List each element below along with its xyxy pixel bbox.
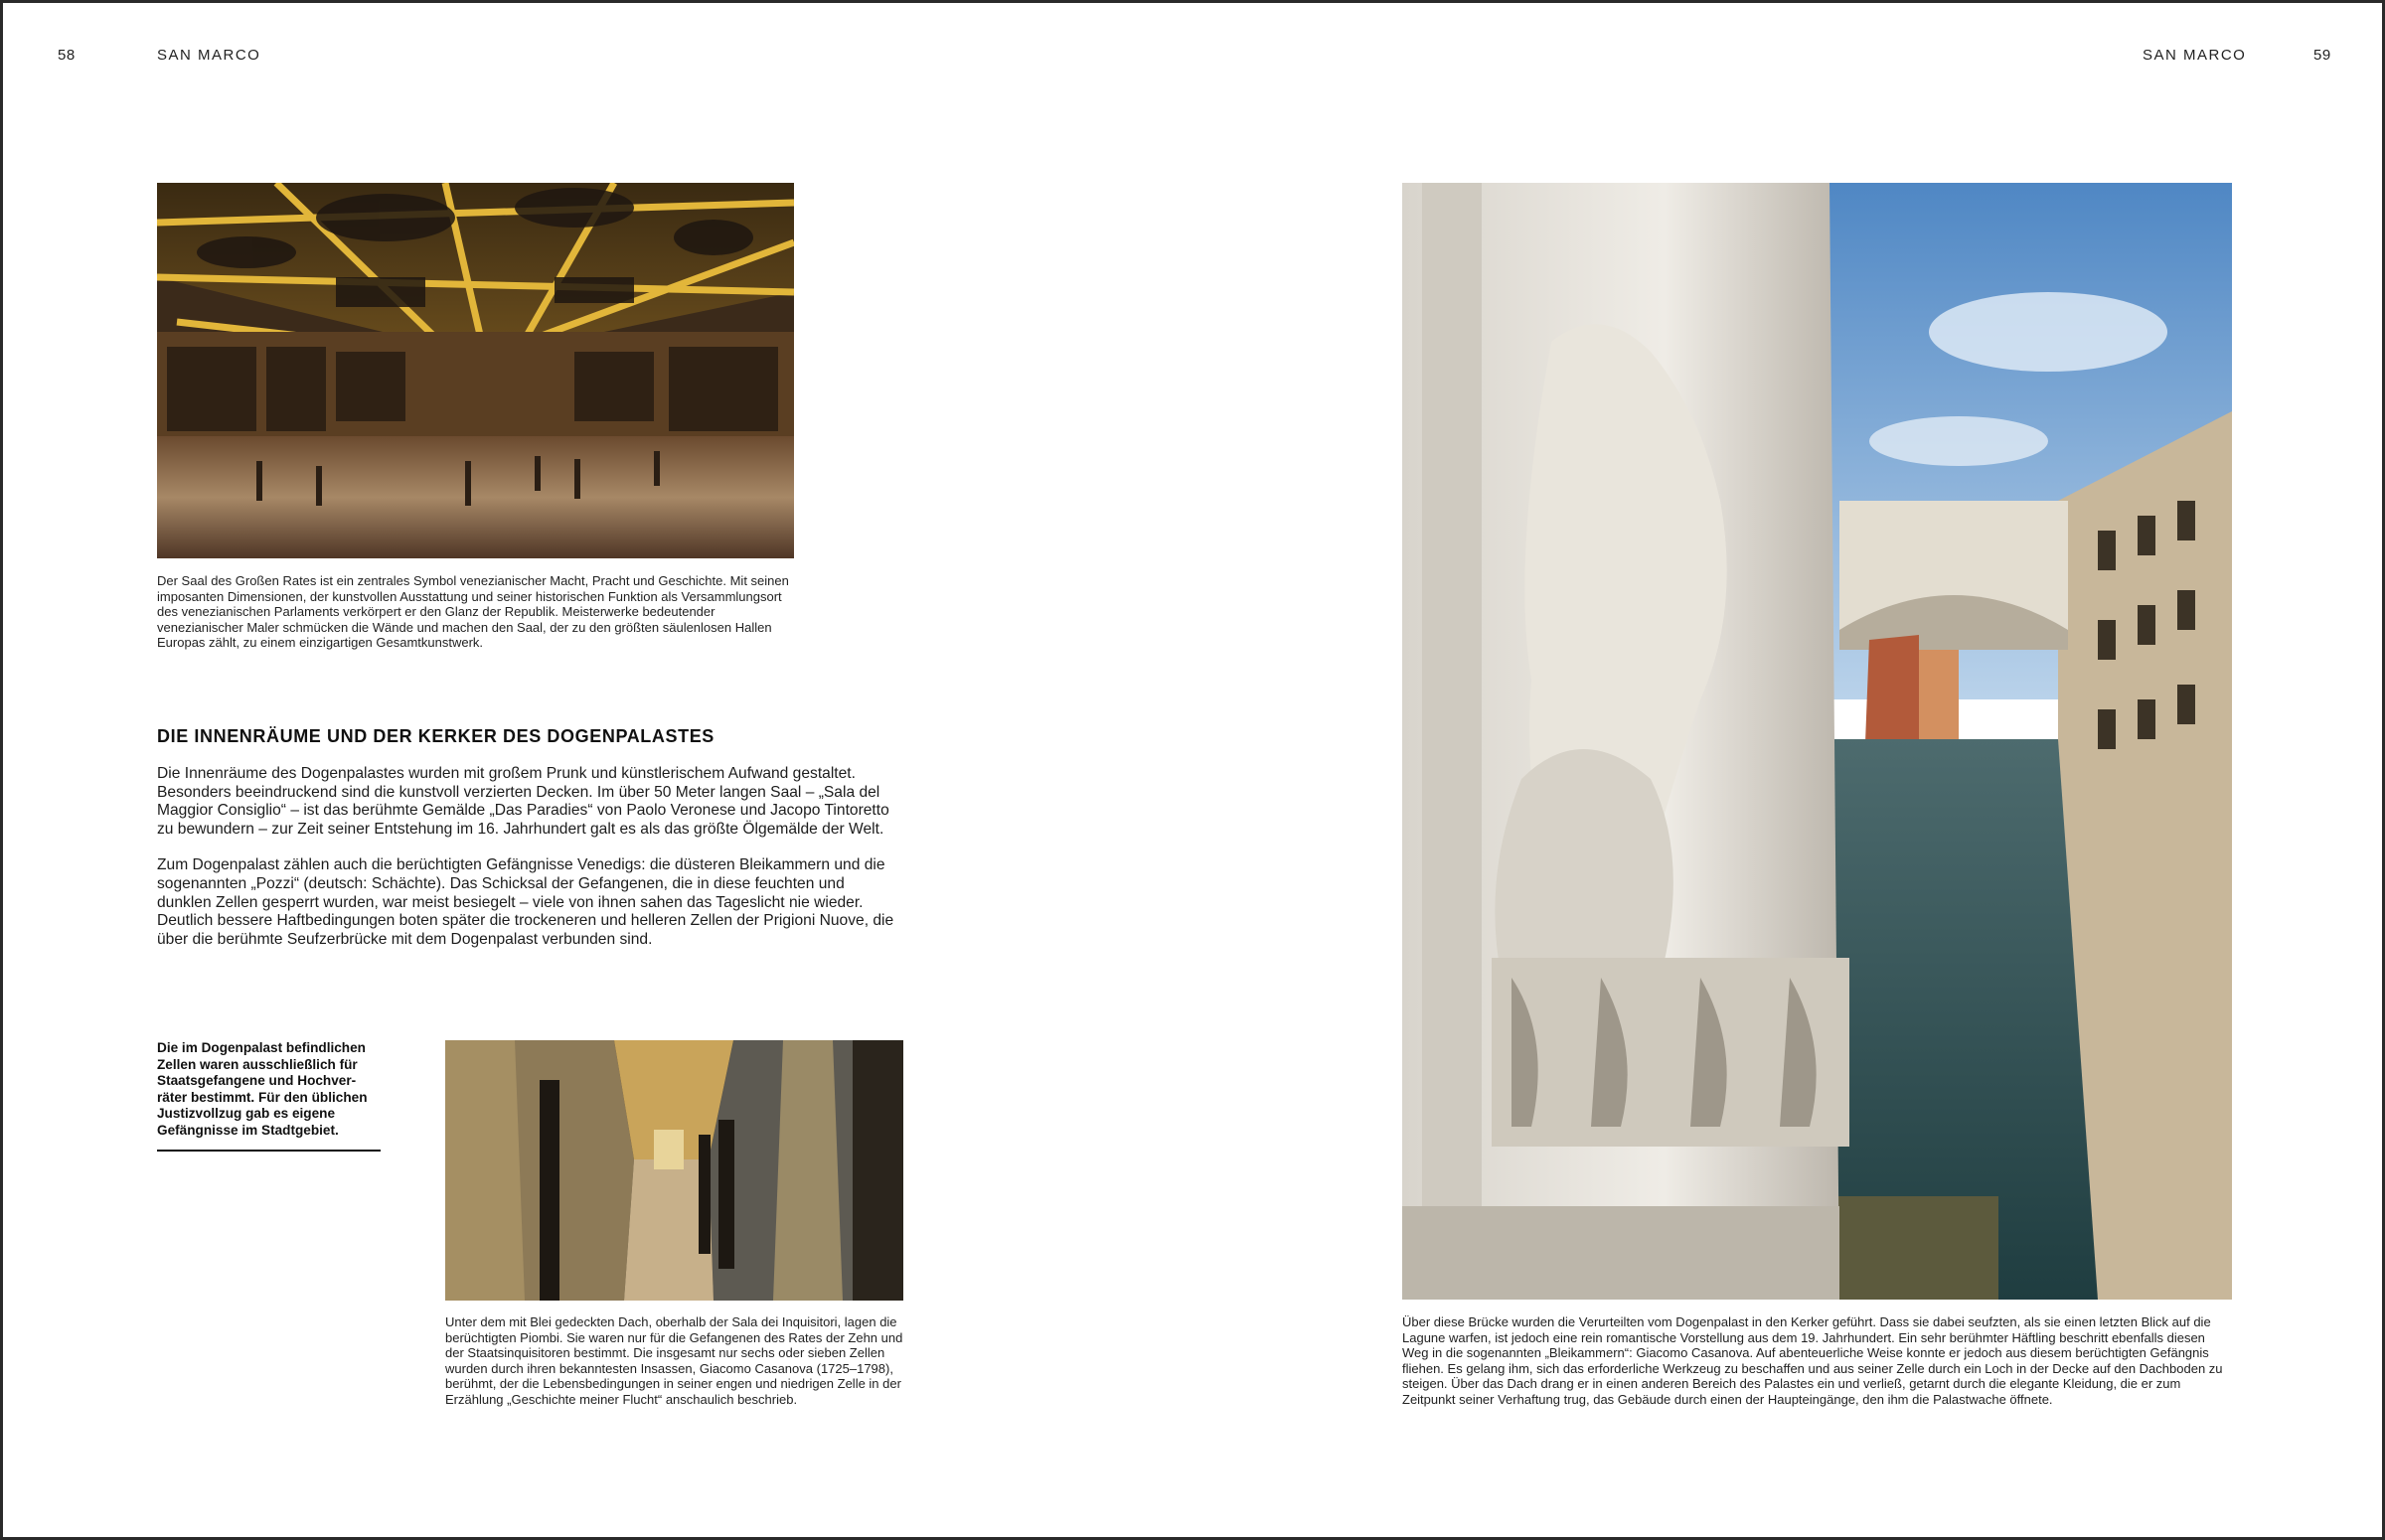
photo-prison-corridor — [445, 1040, 903, 1301]
caption-hall-text: Der Saal des Großen Rates ist ein zentrales Symbol venezianischer Macht, Pracht und Geschichte. Mit seinen imposanten Dimensionen, der kunstvollen Ausstattung und seiner historischen Funktion als Versammlungsort des venezianischen Parlaments verkörpert er den Glanz der Republik. Meisterwerke bedeutender venezianischer Maler schmücken die Wände und machen den Saal, der zu den größten säulenlosen Hallen Europas zählt, zu einem einzigartigen Gesamtkunstwerk. — [157, 573, 789, 651]
section-heading: DIE INNENRÄUME UND DER KERKER DES DOGENPALASTES — [157, 726, 715, 746]
body-paragraph: Zum Dogenpalast zählen auch die berüchtigten Gefängnisse Venedigs: die düsteren Bleikammern und die sogenannten „Pozzi“ (deutsch: Schächte). Das Schicksal der Gefangenen, die in diese feuchten und dunklen Zellen gesperrt wurden, war meist besiegelt – viele von ihnen sahen das Tageslicht nie wieder. Deutlich bessere Haftbedingungen boten später die trockeneren und helleren Zellen der Prigioni Nuove, die über die berühmte Seufzerbrücke mit dem Dogenpalast verbunden sind. — [157, 856, 894, 948]
sidenote: Die im Dogenpalast befindlichen Zellen waren ausschließlich für Staatsgefangene und Hochverräter bestimmt. Für den üblichen Justizvollzug gab es eigene Gefängnisse im Stadtgebiet. — [157, 1040, 381, 1152]
page-number-left: 58 — [58, 47, 76, 64]
page-number-right: 59 — [2313, 47, 2331, 64]
caption-bridge-of-sighs — [1402, 1314, 2232, 1408]
running-head-left: SAN MARCO — [157, 47, 261, 64]
photo-bridge-of-sighs — [1402, 183, 2232, 1300]
photo-great-council-hall — [157, 183, 794, 558]
caption-bridge-text: Über diese Brücke wurden die Verurteilten vom Dogenpalast in den Kerker geführt. Dass sie dabei seufzten, als sie einen letzten Blick auf die Lagune warfen, ist jedoch eine rein romantische Vorstellung aus dem 19. Jahrhundert. Ein sehr berühmter Häftling beschritt ebenfalls diesen Weg in die sogenannten „Bleikammern“: Giacomo Casanova. Auf abenteuerliche Weise konnte er jedoch aus diesem berüchtigten Gefängnis fliehen. Es gelang ihm, sich das erforderliche Werkzeug zu beschaffen und aus seiner Zelle durch ein Loch in der Decke auf den Dachboden zu steigen. Über das Dach drang er in einen anderen Bereich des Palastes ein und verließ, getarnt durch die elegante Kleidung, die er zum Zeitpunkt seiner Verhaftung trug, das Gebäude durch einen der Haupteingänge, den ihm die Palastwache öffnete. — [1402, 1314, 2223, 1407]
caption-prison-corridor — [445, 1314, 903, 1408]
caption-corridor-text: Unter dem mit Blei gedeckten Dach, oberhalb der Sala dei Inquisitori, lagen die berüchtigten Piombi. Sie waren nur für die Gefangenen des Rates der Zehn und der Staatsinquisitoren bestimmt. Die insgesamt nur sechs oder sieben Zellen wurden durch ihren bekanntesten Insassen, Giacomo Casanova (1725–1798), berühmt, der die Lebensbedingungen in seiner engen und niedrigen Zelle in der Erzählung „Geschichte meiner Flucht“ anschaulich beschrieb. — [445, 1314, 903, 1407]
body-text — [157, 765, 902, 967]
caption-great-council-hall — [157, 573, 794, 651]
body-paragraph: Die Innenräume des Dogenpalastes wurden mit großem Prunk und künstlerischem Aufwand gestaltet. Besonders beeindruckend sind die kunstvoll verzierten Decken. Im über 50 Meter langen Saal – „Sala del Maggior Consiglio“ – ist das berühmte Gemälde „Das Paradies“ von Paolo Veronese und Jacopo Tintoretto zu bewundern – zur Zeit seiner Entstehung im 16. Jahrhundert galt es als das größte Ölgemälde der Welt. — [157, 765, 889, 838]
book-spread — [3, 3, 2382, 1537]
running-head-right: SAN MARCO — [2143, 47, 2247, 64]
